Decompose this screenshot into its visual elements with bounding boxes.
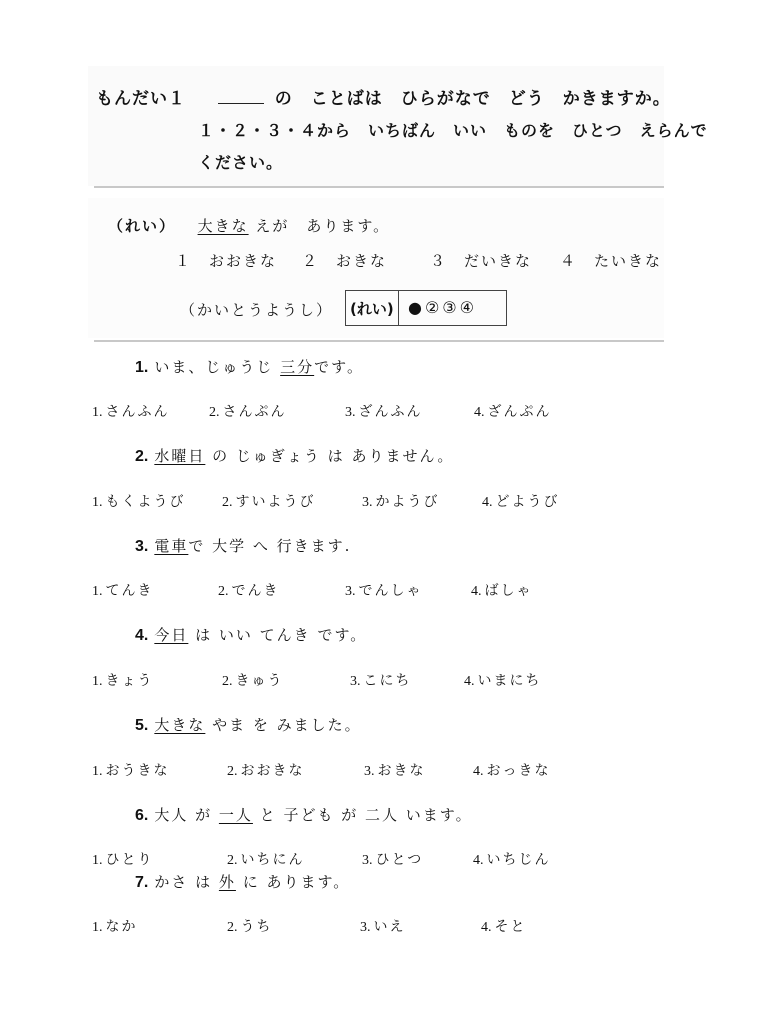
question-text-after: は いい てんき です。 <box>195 626 368 644</box>
option[interactable]: 2. さんぷん <box>209 404 287 420</box>
question-text-after: です。 <box>314 358 364 376</box>
option[interactable]: 1. さんふん <box>92 404 170 420</box>
question-number: 4. <box>135 627 149 644</box>
example-option-1: １ おおきな <box>175 252 278 270</box>
option[interactable]: 2. いちにん <box>227 852 305 868</box>
question-text-before: 大人 が <box>154 806 213 824</box>
option[interactable]: 4. いまにち <box>464 673 542 689</box>
option[interactable]: 2. きゅう <box>222 673 284 689</box>
option[interactable]: 1. てんき <box>92 583 154 599</box>
answer-box-label: (れい) <box>350 300 394 318</box>
divider-bottom <box>94 340 664 342</box>
question-target-word: 大きな <box>154 716 206 734</box>
question-text-after: で 大学 へ 行きます. <box>188 537 352 555</box>
option[interactable]: 4. そと <box>481 919 527 935</box>
option[interactable]: 1. おうきな <box>92 763 170 779</box>
example-option-2: ２ おきな <box>302 252 388 270</box>
question-target-word: 水曜日 <box>154 447 206 465</box>
question-number: 2. <box>135 448 149 465</box>
option[interactable]: 2. うち <box>227 919 273 935</box>
option[interactable]: 3. ざんふん <box>345 404 423 420</box>
option[interactable]: 4. どようび <box>482 494 560 510</box>
answer-box-divider <box>398 291 399 325</box>
option[interactable]: 1. なか <box>92 919 138 935</box>
divider-top <box>94 186 664 188</box>
question-5 <box>135 714 362 735</box>
option[interactable]: 3. でんしゃ <box>345 583 423 599</box>
question-target-word: 電車 <box>154 537 189 555</box>
question-text-before: いま、じゅうじ <box>154 358 274 376</box>
instruction-line-3: ください。 <box>198 153 284 172</box>
option[interactable]: 2. でんき <box>218 583 280 599</box>
option[interactable]: 3. かようび <box>362 494 440 510</box>
question-target-word: 今日 <box>154 626 189 644</box>
option[interactable]: 1. もくようび <box>92 494 186 510</box>
answer-bubbles: ●②③④ <box>408 298 477 317</box>
option[interactable]: 3. おきな <box>364 763 426 779</box>
question-1 <box>135 356 364 377</box>
question-2 <box>135 445 454 466</box>
question-number: 1. <box>135 359 149 376</box>
option[interactable]: 4. ばしゃ <box>471 583 533 599</box>
question-3 <box>135 535 351 556</box>
option[interactable]: 3. こにち <box>350 673 412 689</box>
option[interactable]: 1. ひとり <box>92 852 154 868</box>
answer-sheet-label: （かいとうようし） <box>180 301 334 319</box>
question-target-word: 一人 <box>218 806 253 824</box>
question-text-after: やま を みました。 <box>212 716 362 734</box>
instruction-text-1: の ことばは ひらがなで どう かきますか。 <box>274 89 671 109</box>
blank-line <box>218 89 264 104</box>
question-target-word: 三分 <box>280 358 315 376</box>
example-option-4: ４ たいきな <box>560 252 663 270</box>
answer-sheet-box <box>345 290 507 326</box>
question-7 <box>135 871 350 892</box>
option[interactable]: 4. いちじん <box>473 852 551 868</box>
example-sentence <box>108 215 390 236</box>
option[interactable]: 4. ざんぷん <box>474 404 552 420</box>
question-number: 3. <box>135 538 149 555</box>
question-text-after: の じゅぎょう は ありません。 <box>212 447 455 465</box>
example-label: （れい） <box>108 217 177 235</box>
option[interactable]: 1. きょう <box>92 673 154 689</box>
option[interactable]: 3. いえ <box>360 919 406 935</box>
example-option-3: ３ だいきな <box>430 252 533 270</box>
problem-title: もんだい１ <box>96 89 186 109</box>
instruction-line-1 <box>96 84 671 109</box>
option[interactable]: 3. ひとつ <box>362 852 424 868</box>
option[interactable]: 4. おっきな <box>473 763 551 779</box>
question-6 <box>135 804 473 825</box>
question-text-before: かさ は <box>154 873 213 891</box>
question-text-after: と 子ども が 二人 います。 <box>259 806 473 824</box>
option[interactable]: 2. すいようび <box>222 494 316 510</box>
question-text-after: に あります。 <box>242 873 351 891</box>
instruction-line-2: １・２・３・４から いちばん いい ものを ひとつ えらんで <box>198 121 708 140</box>
question-4 <box>135 624 367 645</box>
example-sentence-rest: えが あります。 <box>255 217 391 235</box>
option[interactable]: 2. おおきな <box>227 763 305 779</box>
question-number: 5. <box>135 717 149 734</box>
question-number: 6. <box>135 807 149 824</box>
question-target-word: 外 <box>218 873 236 891</box>
example-target-word: 大きな <box>197 217 249 235</box>
question-number: 7. <box>135 874 149 891</box>
